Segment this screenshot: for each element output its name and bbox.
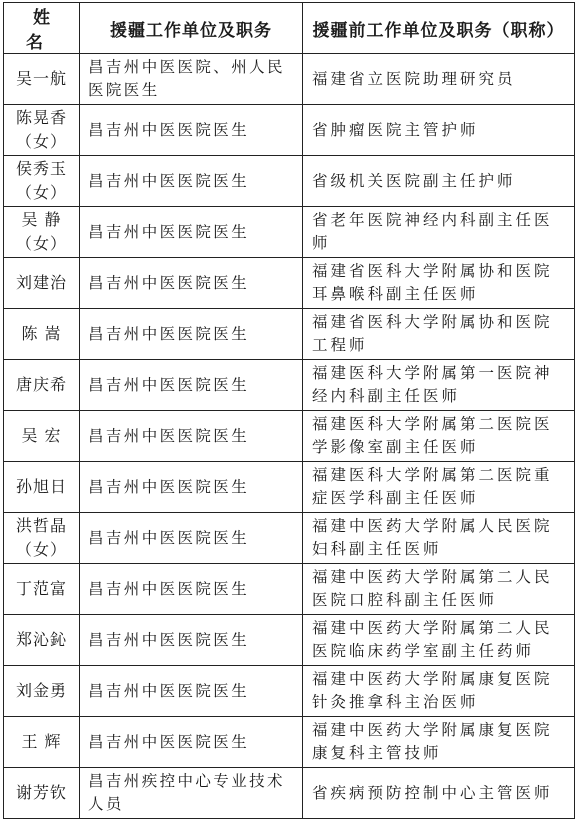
person-name: 刘金勇 xyxy=(15,681,67,700)
table-row xyxy=(4,666,575,717)
gender-note: （女） xyxy=(15,234,67,253)
header-aid-unit: 援疆工作单位及职务 xyxy=(80,3,303,54)
aid-unit-cell: 昌吉州中医医院医生 xyxy=(80,513,303,564)
table-row xyxy=(4,360,575,411)
previous-unit-cell: 福建中医药大学附属康复医院针灸推拿科主治医师 xyxy=(303,666,575,717)
person-name: 陈晃香 xyxy=(15,108,67,127)
person-name: 丁范富 xyxy=(15,579,67,598)
table-row xyxy=(4,309,575,360)
person-name: 王 辉 xyxy=(21,732,62,751)
aid-unit-cell: 昌吉州疾控中心专业技术人员 xyxy=(80,768,303,819)
name-cell xyxy=(4,768,80,819)
name-cell xyxy=(4,54,80,105)
name-cell xyxy=(4,156,80,207)
previous-unit-cell: 福建医科大学附属第二医院医学影像室副主任医师 xyxy=(303,411,575,462)
name-cell xyxy=(4,105,80,156)
table-row xyxy=(4,768,575,819)
name-cell xyxy=(4,564,80,615)
name-cell xyxy=(4,411,80,462)
person-name: 谢芳钦 xyxy=(15,783,67,802)
aid-unit-cell: 昌吉州中医医院医生 xyxy=(80,615,303,666)
aid-unit-cell: 昌吉州中医医院医生 xyxy=(80,207,303,258)
previous-unit-cell: 福建中医药大学附属康复医院康复科主管技师 xyxy=(303,717,575,768)
name-cell xyxy=(4,462,80,513)
table-row xyxy=(4,207,575,258)
person-name: 郑沁鈊 xyxy=(15,630,67,649)
header-name: 姓 名 xyxy=(4,3,80,54)
table-row xyxy=(4,513,575,564)
table-row xyxy=(4,258,575,309)
aid-unit-cell: 昌吉州中医医院医生 xyxy=(80,411,303,462)
aid-unit-cell: 昌吉州中医医院医生 xyxy=(80,666,303,717)
person-name: 陈 嵩 xyxy=(21,324,62,343)
aid-unit-cell: 昌吉州中医医院医生 xyxy=(80,717,303,768)
previous-unit-cell: 省肿瘤医院主管护师 xyxy=(303,105,575,156)
name-cell xyxy=(4,258,80,309)
previous-unit-cell: 福建省医科大学附属协和医院工程师 xyxy=(303,309,575,360)
person-name: 刘建治 xyxy=(15,273,67,292)
aid-unit-cell: 昌吉州中医医院、州人民医院医生 xyxy=(80,54,303,105)
gender-note: （女） xyxy=(15,132,67,151)
table-row xyxy=(4,717,575,768)
name-cell xyxy=(4,309,80,360)
previous-unit-cell: 福建中医药大学附属第二人民医院临床药学室副主任药师 xyxy=(303,615,575,666)
table-row xyxy=(4,54,575,105)
name-cell xyxy=(4,615,80,666)
previous-unit-cell: 福建省医科大学附属协和医院耳鼻喉科副主任医师 xyxy=(303,258,575,309)
aid-unit-cell: 昌吉州中医医院医生 xyxy=(80,360,303,411)
previous-unit-cell: 福建医科大学附属第二医院重症医学科副主任医师 xyxy=(303,462,575,513)
gender-note: （女） xyxy=(15,540,67,559)
name-cell xyxy=(4,207,80,258)
table-row xyxy=(4,105,575,156)
aid-unit-cell: 昌吉州中医医院医生 xyxy=(80,564,303,615)
person-name: 吴一航 xyxy=(15,69,67,88)
previous-unit-cell: 福建中医药大学附属第二人民医院口腔科副主任医师 xyxy=(303,564,575,615)
name-cell xyxy=(4,360,80,411)
table-body xyxy=(4,54,575,819)
person-name: 吴 静 xyxy=(21,210,62,229)
table-row xyxy=(4,564,575,615)
person-name: 唐庆希 xyxy=(15,375,67,394)
previous-unit-cell: 福建中医药大学附属人民医院妇科副主任医师 xyxy=(303,513,575,564)
aid-unit-cell: 昌吉州中医医院医生 xyxy=(80,156,303,207)
name-cell xyxy=(4,513,80,564)
previous-unit-cell: 省疾病预防控制中心主管医师 xyxy=(303,768,575,819)
header-row xyxy=(4,3,575,54)
aid-unit-cell: 昌吉州中医医院医生 xyxy=(80,258,303,309)
header-previous-unit: 援疆前工作单位及职务（职称） xyxy=(303,3,575,54)
previous-unit-cell: 福建医科大学附属第一医院神经内科副主任医师 xyxy=(303,360,575,411)
table-row xyxy=(4,615,575,666)
person-name: 侯秀玉 xyxy=(15,159,67,178)
staff-table xyxy=(3,2,575,819)
previous-unit-cell: 省老年医院神经内科副主任医师 xyxy=(303,207,575,258)
aid-unit-cell: 昌吉州中医医院医生 xyxy=(80,105,303,156)
table-header xyxy=(4,3,575,54)
name-cell xyxy=(4,717,80,768)
aid-unit-cell: 昌吉州中医医院医生 xyxy=(80,462,303,513)
name-cell xyxy=(4,666,80,717)
person-name: 孙旭日 xyxy=(15,477,67,496)
person-name: 吴 宏 xyxy=(21,426,62,445)
previous-unit-cell: 福建省立医院助理研究员 xyxy=(303,54,575,105)
gender-note: （女） xyxy=(15,183,67,202)
previous-unit-cell: 省级机关医院副主任护师 xyxy=(303,156,575,207)
table-row xyxy=(4,462,575,513)
aid-unit-cell: 昌吉州中医医院医生 xyxy=(80,309,303,360)
table-row xyxy=(4,411,575,462)
person-name: 洪哲晶 xyxy=(15,516,67,535)
table-row xyxy=(4,156,575,207)
